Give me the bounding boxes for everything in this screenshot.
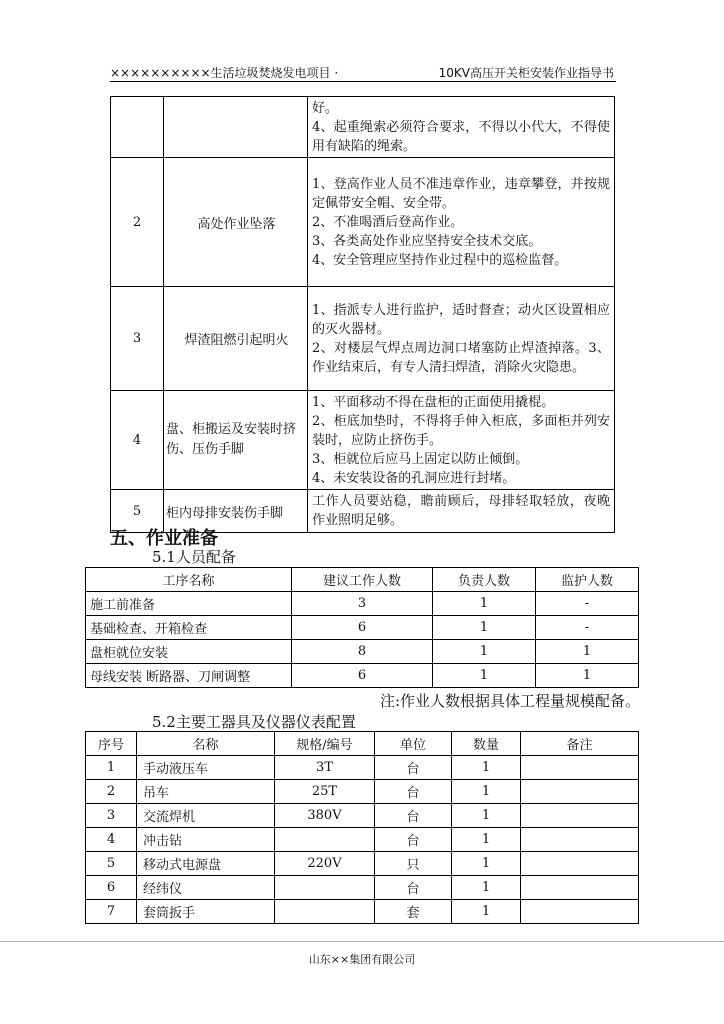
tool-remark: [521, 756, 639, 780]
risk-measures: 1、指派专人进行监护，适时督查；动火区设置相应的灭火器材。 2、对楼层气焊点周边洞口堵塞防止焊渣掉落。3、作业结束后，有专人清扫焊渣，消除火灾隐患。: [308, 287, 615, 391]
tool-name: 经纬仪: [137, 876, 275, 900]
risk-measures: 好。 4、起重绳索必须符合要求，不得以小代大，不得使用有缺陷的绳索。: [308, 97, 615, 158]
risk-measures: 1、登高作业人员不准违章作业，违章攀登，并按规定佩带安全帽、安全带。 2、不准喝酒后登高作业。 3、各类高处作业应坚持安全技术交底。 4、安全管理应坚持作业过程中的巡检监督。: [308, 158, 615, 287]
process-name: 盘柜就位安装: [86, 640, 292, 664]
tool-remark: [521, 780, 639, 804]
tool-no: 5: [86, 852, 137, 876]
table-row: [86, 780, 639, 804]
responsible-count: 1: [433, 592, 536, 616]
risk-name: 柜内母排安装伤手脚: [164, 490, 308, 533]
guardian-count: -: [536, 616, 639, 640]
table-row: [86, 828, 639, 852]
guardian-count: 1: [536, 640, 639, 664]
tool-no: 7: [86, 900, 137, 924]
table-header-row: [86, 568, 639, 592]
risk-name: [164, 97, 308, 158]
risk-name: 盘、柜搬运及安装时挤伤、压伤手脚: [164, 391, 308, 490]
responsible-count: 1: [433, 616, 536, 640]
header-project: ××××××××××生活垃圾焚烧发电项目 ·: [110, 66, 339, 80]
tool-spec: 25T: [275, 780, 375, 804]
risk-measures: 1、平面移动不得在盘柜的正面使用撬棍。 2、柜底加垫时，不得将手伸入柜底，多面柜并列安装时，应防止挤伤手。 3、柜就位后应马上固定以防止倾倒。 4、未安装设备的孔洞应进行封堵。: [308, 391, 615, 490]
risk-no: 4: [111, 391, 164, 490]
tool-no: 4: [86, 828, 137, 852]
table-row: [86, 852, 639, 876]
process-name: 母线安装 断路器、刀闸调整: [86, 664, 292, 688]
table-row: [86, 900, 639, 924]
risk-table: [110, 96, 615, 533]
tool-no: 2: [86, 780, 137, 804]
table-row: [86, 664, 639, 688]
column-header: 数量: [452, 732, 521, 756]
table-row: [111, 287, 615, 391]
column-header: 备注: [521, 732, 639, 756]
risk-no: 3: [111, 287, 164, 391]
suggested-workers: 6: [292, 616, 433, 640]
tool-name: 吊车: [137, 780, 275, 804]
section-heading: 五、作业准备: [110, 528, 218, 549]
tool-qty: 1: [452, 756, 521, 780]
subsection-tools: 5.2主要工器具及仪器仪表配置: [152, 713, 356, 731]
table-row: [111, 158, 615, 287]
tool-unit: 台: [375, 876, 452, 900]
tool-remark: [521, 804, 639, 828]
footer-divider: [0, 941, 724, 942]
tool-spec: 3T: [275, 756, 375, 780]
tool-qty: 1: [452, 852, 521, 876]
tool-name: 冲击钻: [137, 828, 275, 852]
column-header: 建议工作人数: [292, 568, 433, 592]
tool-name: 交流焊机: [137, 804, 275, 828]
process-name: 施工前准备: [86, 592, 292, 616]
tool-remark: [521, 852, 639, 876]
column-header: 规格/编号: [275, 732, 375, 756]
tool-spec: [275, 900, 375, 924]
risk-name: 焊渣阻燃引起明火: [164, 287, 308, 391]
guardian-count: -: [536, 592, 639, 616]
tool-spec: 380V: [275, 804, 375, 828]
tool-remark: [521, 828, 639, 852]
risk-measures: 工作人员要站稳，瞻前顾后，母排轻取轻放，夜晚作业照明足够。: [308, 490, 615, 533]
tool-unit: 只: [375, 852, 452, 876]
tool-name: 手动液压车: [137, 756, 275, 780]
tool-name: 移动式电源盘: [137, 852, 275, 876]
tool-unit: 台: [375, 756, 452, 780]
table-row: [86, 592, 639, 616]
suggested-workers: 8: [292, 640, 433, 664]
page-header: [110, 62, 616, 80]
tool-unit: 台: [375, 804, 452, 828]
tool-no: 6: [86, 876, 137, 900]
tool-qty: 1: [452, 828, 521, 852]
header-divider: [110, 81, 616, 82]
table-row: [86, 640, 639, 664]
column-header: 名称: [137, 732, 275, 756]
suggested-workers: 6: [292, 664, 433, 688]
table-row: [86, 616, 639, 640]
tool-name: 套筒扳手: [137, 900, 275, 924]
responsible-count: 1: [433, 664, 536, 688]
tool-unit: 台: [375, 780, 452, 804]
table-row: [111, 391, 615, 490]
table-row: [111, 97, 615, 158]
tool-spec: [275, 876, 375, 900]
tool-qty: 1: [452, 900, 521, 924]
tool-remark: [521, 900, 639, 924]
header-doc-title: 10KV高压开关柜安装作业指导书: [438, 66, 614, 80]
process-name: 基础检查、开箱检查: [86, 616, 292, 640]
risk-no: 5: [111, 490, 164, 533]
responsible-count: 1: [433, 640, 536, 664]
column-header: 单位: [375, 732, 452, 756]
table-row: [86, 876, 639, 900]
column-header: 工序名称: [86, 568, 292, 592]
tool-no: 3: [86, 804, 137, 828]
suggested-workers: 3: [292, 592, 433, 616]
tool-qty: 1: [452, 876, 521, 900]
tool-unit: 台: [375, 828, 452, 852]
tool-remark: [521, 876, 639, 900]
tool-spec: [275, 828, 375, 852]
staffing-note: 注:作业人数根据具体工程量规模配备。: [379, 692, 640, 710]
table-row: [86, 804, 639, 828]
column-header: 监护人数: [536, 568, 639, 592]
tools-table: [85, 731, 639, 924]
guardian-count: 1: [536, 664, 639, 688]
table-row: [86, 756, 639, 780]
tool-spec: 220V: [275, 852, 375, 876]
table-header-row: [86, 732, 639, 756]
column-header: 序号: [86, 732, 137, 756]
risk-no: [111, 97, 164, 158]
column-header: 负责人数: [433, 568, 536, 592]
page-footer: 山东××集团有限公司: [308, 953, 416, 966]
tool-qty: 1: [452, 804, 521, 828]
subsection-staffing: 5.1人员配备: [152, 548, 236, 566]
tool-qty: 1: [452, 780, 521, 804]
tool-unit: 套: [375, 900, 452, 924]
risk-no: 2: [111, 158, 164, 287]
staffing-table: [85, 567, 639, 688]
tool-no: 1: [86, 756, 137, 780]
risk-name: 高处作业坠落: [164, 158, 308, 287]
